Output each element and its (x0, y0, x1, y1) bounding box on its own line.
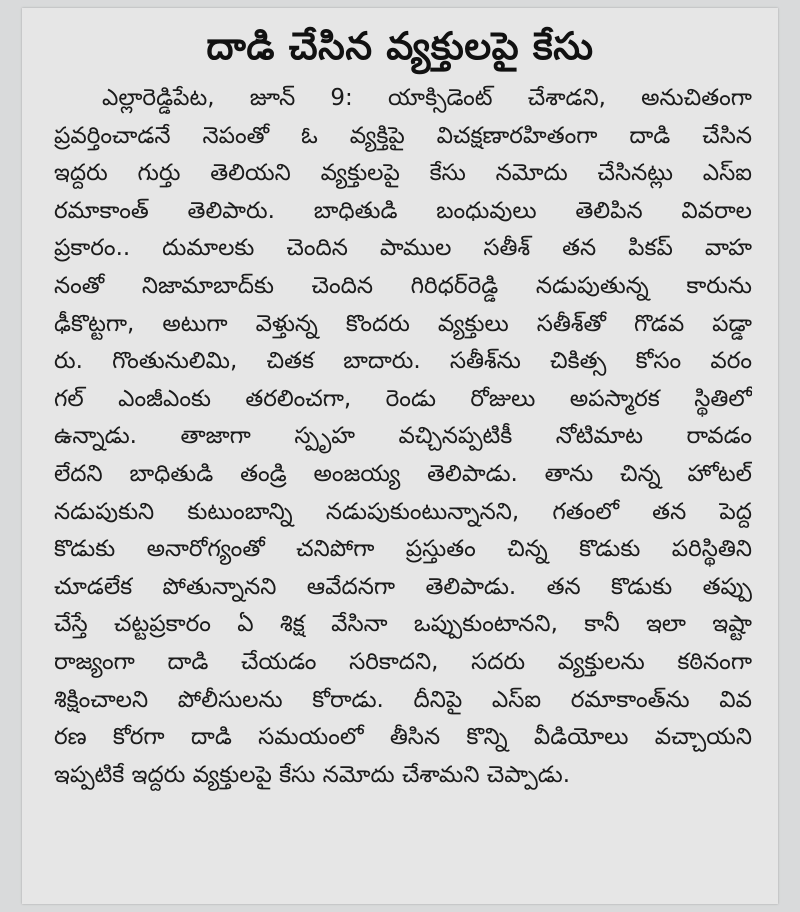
article-line: లేదని బాధితుడి తండ్రి అంజయ్య తెలిపాడు. తాను చిన్న హోటల్ (54, 460, 752, 487)
article-line: ప్రకారం.. దుమాలకు చెందిన పాముల సతీశ్ తన పికప్ వాహ (54, 235, 752, 262)
article-line: నంతో నిజామాబాద్‌కు చెందిన గిరిధర్‌రెడ్డి నడుపుతున్న కారును (54, 272, 752, 299)
article-line: రణ కోరగా దాడి సమయంలో తీసిన కొన్ని వీడియోలు వచ్చాయని (54, 724, 752, 751)
article-line: రమాకాంత్ తెలిపారు. బాధితుడి బంధువులు తెలిపిన వివరాల (54, 197, 752, 224)
article-line: కొడుకు అనారోగ్యంతో చనిపోగా ప్రస్తుతం చిన్న కొడుకు పరిస్థితిని (54, 536, 752, 563)
article-line: ఢీకొట్టగా, అటుగా వెళ్తున్న కొందరు వ్యక్తులు సతీశ్‌తో గొడవ పడ్డా (54, 310, 752, 337)
headline: దాడి చేసిన వ్యక్తులపై కేసు (206, 24, 594, 68)
article-body (54, 80, 752, 794)
article-line: ఇద్దరు గుర్తు తెలియని వ్యక్తులపై కేసు నమోదు చేసినట్లు ఎస్ఐ (54, 160, 752, 187)
article-line: రాజ్యంగా దాడి చేయడం సరికాదని, సదరు వ్యక్తులను కఠినంగా (54, 648, 752, 675)
article-line: శిక్షించాలని పోలీసులను కోరాడు. దీనిపై ఎస్ఐ రమాకాంత్‌ను వివ (54, 686, 752, 713)
article-line: నడుపుకుని కుటుంబాన్ని నడుపుకుంటున్నానని, గతంలో తన పెద్ద (54, 498, 752, 525)
article-line: ఉన్నాడు. తాజాగా స్పృహ వచ్చినప్పటికీ నోటిమాట రావడం (54, 423, 752, 450)
news-clipping (22, 8, 778, 904)
article-line: చేస్తే చట్టప్రకారం ఏ శిక్ష వేసినా ఒప్పుకుంటానని, కానీ ఇలా ఇష్టా (54, 611, 752, 638)
article-line: ప్రవర్తించాడనే నెపంతో ఓ వ్యక్తిపై విచక్షణారహితంగా దాడి చేసిన (54, 122, 752, 149)
article-line: ఎల్లారెడ్డిపేట, జూన్ 9: యాక్సిడెంట్ చేశాడని, అనుచితంగా (102, 85, 752, 111)
article-line: చూడలేక పోతున్నానని ఆవేదనగా తెలిపాడు. తన కొడుకు తప్పు (54, 573, 752, 600)
article-line: ఇప్పటికే ఇద్దరు వ్యక్తులపై కేసు నమోదు చేశామని చెప్పాడు. (54, 761, 571, 788)
article-line: రు. గొంతునులిమి, చితక బాదారు. సతీశ్‌ను చికిత్స కోసం వరం (54, 348, 752, 375)
article-line: గల్ ఎంజీఎంకు తరలించగా, రెండు రోజులు అపస్మారక స్థితిలో (54, 385, 752, 412)
